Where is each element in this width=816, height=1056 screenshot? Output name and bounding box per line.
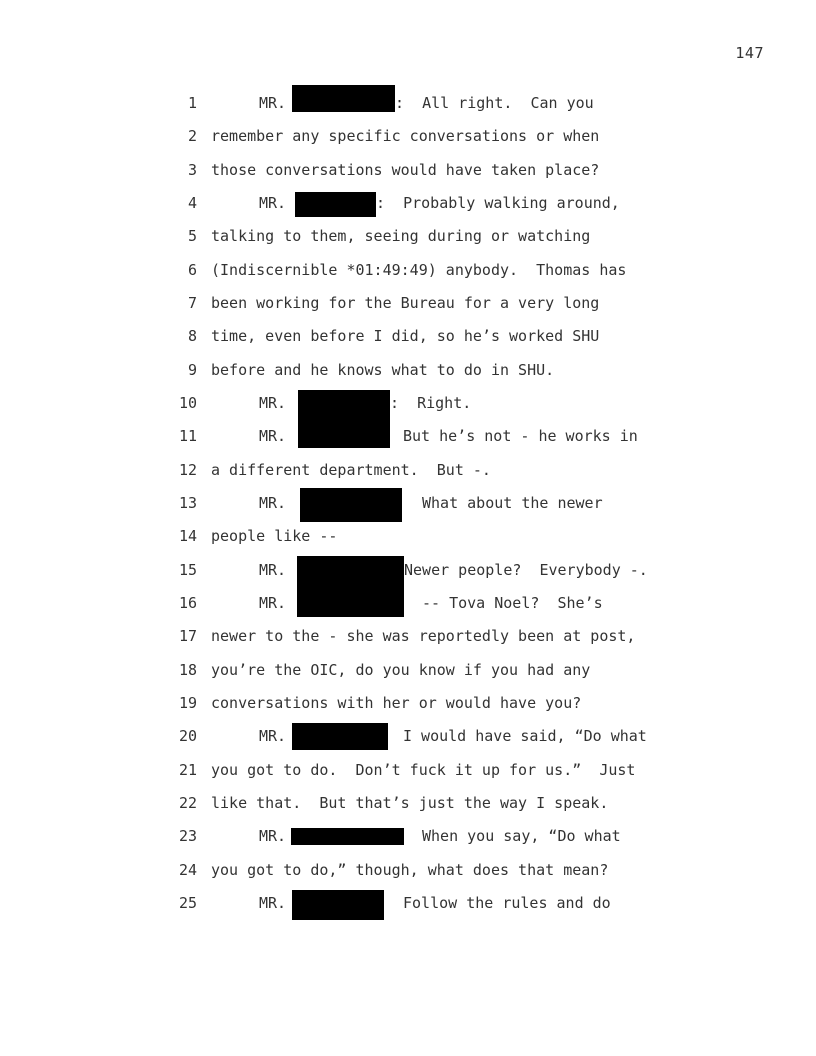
line-number: 11	[178, 427, 197, 445]
line-number: 12	[178, 461, 197, 479]
speaker-label: MR.	[259, 827, 287, 845]
line-number: 10	[178, 394, 197, 412]
redaction-box	[300, 488, 402, 522]
speaker-label: MR.	[259, 727, 287, 745]
line-number: 17	[178, 627, 197, 645]
line-number: 8	[187, 327, 197, 345]
transcript-line-9	[0, 359, 816, 381]
transcript-line-22	[0, 792, 816, 814]
line-text: conversations with her or would have you?	[211, 694, 582, 712]
speaker-label: MR.	[259, 394, 287, 412]
line-text: : All right. Can you	[395, 94, 594, 112]
transcript-line-1	[0, 92, 816, 114]
speaker-label: MR.	[259, 561, 287, 579]
transcript-line-17	[0, 625, 816, 647]
line-number: 9	[187, 361, 197, 379]
line-number: 23	[178, 827, 197, 845]
line-text: I would have said, “Do what	[403, 727, 647, 745]
transcript-line-14	[0, 525, 816, 547]
line-number: 2	[187, 127, 197, 145]
redaction-box	[291, 828, 404, 845]
line-number: 13	[178, 494, 197, 512]
line-text: you’re the OIC, do you know if you had any	[211, 661, 591, 679]
line-text: time, even before I did, so he’s worked SHU	[211, 327, 600, 345]
line-number: 7	[187, 294, 197, 312]
line-text: remember any specific conversations or when	[211, 127, 600, 145]
line-number: 15	[178, 561, 197, 579]
line-number: 18	[178, 661, 197, 679]
line-number: 24	[178, 861, 197, 879]
line-text: What about the newer	[422, 494, 603, 512]
line-number: 19	[178, 694, 197, 712]
line-text: people like --	[211, 527, 338, 545]
line-number: 5	[187, 227, 197, 245]
transcript-line-18	[0, 659, 816, 681]
transcript-line-25	[0, 892, 816, 914]
line-number: 16	[178, 594, 197, 612]
line-text: before and he knows what to do in SHU.	[211, 361, 555, 379]
transcript-line-10	[0, 392, 816, 414]
line-text: : Right.	[390, 394, 472, 412]
line-text: newer to the - she was reportedly been at post,	[211, 627, 636, 645]
line-number: 22	[178, 794, 197, 812]
transcript-line-15	[0, 559, 816, 581]
line-number: 20	[178, 727, 197, 745]
line-number: 25	[178, 894, 197, 912]
line-number: 4	[187, 194, 197, 212]
line-text: those conversations would have taken place?	[211, 161, 600, 179]
line-text: you got to do,” though, what does that mean?	[211, 861, 609, 879]
transcript-line-5	[0, 225, 816, 247]
line-number: 21	[178, 761, 197, 779]
line-text: a different department. But -.	[211, 461, 491, 479]
transcript-line-4	[0, 192, 816, 214]
line-text: But he’s not - he works in	[403, 427, 638, 445]
transcript-line-8	[0, 325, 816, 347]
line-text: When you say, “Do what	[422, 827, 621, 845]
line-text: like that. But that’s just the way I speak.	[211, 794, 609, 812]
page-number: 147	[735, 44, 764, 62]
transcript-line-16	[0, 592, 816, 614]
transcript-line-12	[0, 459, 816, 481]
speaker-label: MR.	[259, 894, 287, 912]
redaction-box	[292, 723, 388, 750]
transcript-line-2	[0, 125, 816, 147]
transcript-line-7	[0, 292, 816, 314]
line-number: 14	[178, 527, 197, 545]
line-text: Follow the rules and do	[403, 894, 611, 912]
line-number: 1	[187, 94, 197, 112]
line-text: : Probably walking around,	[376, 194, 620, 212]
speaker-label: MR.	[259, 494, 287, 512]
transcript-line-23	[0, 825, 816, 847]
transcript-line-19	[0, 692, 816, 714]
redaction-box	[292, 890, 384, 920]
line-text: been working for the Bureau for a very long	[211, 294, 600, 312]
redaction-box	[292, 85, 395, 112]
transcript-line-21	[0, 759, 816, 781]
transcript-line-24	[0, 859, 816, 881]
transcript-line-6	[0, 259, 816, 281]
transcript-line-11	[0, 425, 816, 447]
transcript-line-20	[0, 725, 816, 747]
line-text: -- Tova Noel? She’s	[422, 594, 603, 612]
transcript-line-13	[0, 492, 816, 514]
line-text: you got to do. Don’t fuck it up for us.” Just	[211, 761, 636, 779]
speaker-label: MR.	[259, 427, 287, 445]
line-text: talking to them, seeing during or watching	[211, 227, 591, 245]
line-text: (Indiscernible *01:49:49) anybody. Thomas has	[211, 261, 627, 279]
redaction-box	[295, 192, 376, 217]
line-text: Newer people? Everybody -.	[404, 561, 648, 579]
speaker-label: MR.	[259, 194, 287, 212]
speaker-label: MR.	[259, 594, 287, 612]
line-number: 6	[187, 261, 197, 279]
line-number: 3	[187, 161, 197, 179]
speaker-label: MR.	[259, 94, 287, 112]
transcript-line-3	[0, 159, 816, 181]
